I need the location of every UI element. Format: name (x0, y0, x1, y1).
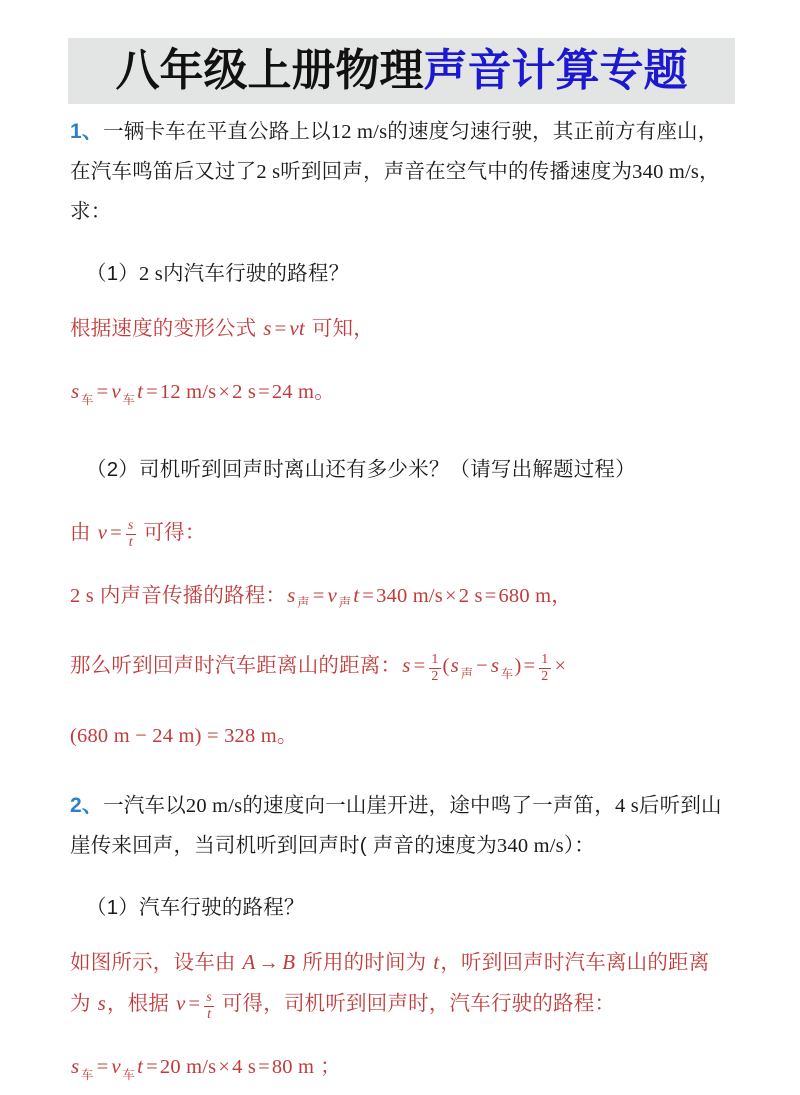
p2-eq-eq-2: = (146, 1055, 158, 1078)
problem-2-stem-a: 一汽车以 (103, 793, 186, 817)
p2-eq-value-2: 4 s (232, 1055, 257, 1078)
p2-symbol-t: t (433, 949, 440, 974)
p2-eq-s-sub: 车 (80, 1067, 94, 1082)
eq1-s: s (71, 379, 80, 403)
p2-eq-eq-3: = (258, 1055, 270, 1078)
line3-minus: − (476, 655, 488, 678)
line3-eq-1: = (413, 655, 426, 678)
p2-fraction-s-over-t (204, 991, 214, 1022)
p2-line1-b: 所用的时间为 (302, 950, 427, 974)
worksheet-content (70, 112, 738, 1095)
eq1-eq-2: = (146, 381, 158, 403)
line2-times: × (444, 584, 457, 607)
eq1-value-2: 2 s (232, 381, 257, 403)
problem-2-stem (70, 786, 738, 866)
fraction-denominator: t (128, 535, 133, 551)
answer-1-formula-vt: vt (289, 316, 305, 340)
problem-2-speed-value: 20 m/s (185, 794, 243, 817)
p2-line1-d: ，根据 (106, 991, 170, 1015)
fraction-numerator: s (127, 518, 134, 534)
fraction-numerator: s (206, 989, 212, 1005)
problem-2-stem-c: 后听到山崖传来回声，当司机听到回声时( 声音的速度为 (70, 793, 722, 857)
spacer (70, 1024, 738, 1046)
line2-s-sub: 声 (297, 596, 310, 611)
line2-value-2: 2 s (458, 584, 483, 607)
problem-1-stem-a: 一辆卡车在平直公路上以 (103, 120, 331, 143)
p2-symbol-v: v (176, 990, 186, 1015)
eq1-times: × (218, 381, 231, 403)
line3-s2: s (490, 653, 500, 678)
answer-2-v: v (97, 519, 108, 544)
line2-value-1: 340 m/s (376, 584, 443, 607)
problem-1-sound-speed-value: 340 m/s (632, 161, 700, 183)
fraction-denominator: 2 (541, 669, 549, 685)
eq1-v: v (111, 379, 121, 403)
p2-line1-e: 可得，司机听到回声时，汽车行驶的路程： (221, 991, 616, 1015)
line2-v: v (327, 582, 338, 607)
line2-result: 680 m (498, 584, 552, 607)
p2-eq-eq-1: = (96, 1055, 109, 1078)
p2-eq-v-sub: 车 (122, 1067, 136, 1082)
spacer (70, 928, 738, 942)
spacer (70, 420, 738, 450)
spacer (70, 694, 738, 716)
p2-line1-a: 如图所示，设车由 (70, 950, 236, 974)
line3-times: × (554, 655, 567, 678)
problem-2-number: 2、 (70, 793, 104, 817)
p2-eq: = (188, 992, 201, 1015)
problem-1-sub-2-label: （2） (86, 457, 140, 481)
p2-eq-times: × (218, 1055, 231, 1078)
problem-1-speed-value: 12 m/s (330, 121, 388, 143)
line3-close-paren: ) (514, 655, 522, 678)
problem-2-time-value: 4 s (614, 794, 639, 817)
line3-s1-sub: 声 (460, 666, 474, 681)
p2-point-a: A (242, 949, 256, 974)
fraction-denominator: t (207, 1006, 212, 1022)
problem-1-sub-1-time: 2 s (139, 263, 163, 285)
problem-2-answer-equation (70, 1046, 738, 1095)
p2-eq-v: v (111, 1053, 121, 1078)
line2-eq-3: = (484, 584, 497, 607)
eq1-s-sub: 车 (80, 392, 94, 407)
problem-1-sub-1-text: 内汽车行驶的路程？ (162, 262, 350, 285)
problem-1-answer-2-line-1 (70, 512, 738, 553)
line3-eq-2: = (523, 655, 536, 678)
problem-1-answer-2-line-3 (70, 645, 738, 694)
spacer (70, 349, 738, 371)
spacer (70, 553, 738, 575)
page-title-subject: 八年级上册物理 (115, 46, 424, 95)
p2-eq-value-1: 20 m/s (159, 1055, 217, 1078)
line2-eq-1: = (312, 584, 325, 607)
problem-1-stem (70, 112, 738, 232)
line3-open-paren: ( (442, 655, 450, 678)
line4-expression: (680 m − 24 m) = 328 m。 (70, 724, 298, 747)
answer-2-tail: 可得： (143, 520, 206, 544)
problem-1-answer-1-equation (70, 371, 738, 420)
p2-line1-c: ，听到回声时汽车离山的距离为 (70, 950, 710, 1015)
eq1-v-sub: 车 (122, 392, 136, 407)
line3-s2-sub: 车 (500, 666, 514, 681)
problem-1-sub-question-1 (70, 254, 738, 294)
line3-fraction-one-half-a (429, 653, 440, 684)
fraction-numerator: 1 (541, 652, 549, 668)
line2-t: t (353, 582, 360, 607)
page-title-topic: 声音计算专题 (423, 46, 688, 95)
problem-1-sub-2-text: 司机听到回声时离山还有多少米？（请写出解题过程） (139, 457, 636, 481)
problem-1-sub-question-2 (70, 450, 738, 490)
p2-eq-result: 80 m (271, 1055, 315, 1078)
line3-s1: s (450, 653, 459, 678)
spacer (70, 756, 738, 786)
page-title-band (68, 38, 735, 104)
line3-fraction-one-half-b (539, 653, 550, 684)
problem-2-stem-b: 的速度向一山崖开进，途中鸣了一声笛， (242, 793, 615, 817)
line2-v-sub: 声 (338, 596, 352, 611)
problem-1-stem-c: 听到回声，声音在空气中的传播速度为 (280, 160, 633, 183)
eq1-result: 24 m。 (271, 381, 335, 403)
answer-2-lead: 由 (70, 520, 91, 544)
problem-1-stem-b: 的速度匀速行驶，其正前方有座山，在汽车鸣笛后又过了 (70, 120, 719, 183)
problem-1-number: 1、 (70, 120, 104, 143)
line2-prefix-text: 内声音传播的路程： (99, 583, 287, 607)
fraction-denominator: 2 (431, 669, 439, 685)
spacer (70, 294, 738, 308)
problem-1-answer-2-line-4 (70, 716, 738, 756)
answer-2-eq: = (110, 521, 122, 544)
spacer (70, 866, 738, 888)
spacer (70, 490, 738, 512)
answer-1-lead-tail: 可知， (311, 317, 374, 340)
line2-eq-2: = (362, 584, 375, 607)
p2-eq-s: s (71, 1053, 80, 1078)
p2-eq-t: t (137, 1053, 144, 1078)
line2-comma: ， (551, 583, 572, 607)
problem-2-sub-1-label: （1） (86, 895, 140, 919)
p2-eq-semicolon: ； (320, 1054, 341, 1078)
answer-1-formula-s: s (263, 316, 272, 340)
problem-2-stem-d: ）： (563, 833, 595, 857)
problem-1-time-value: 2 s (256, 161, 281, 183)
spacer (70, 623, 738, 645)
problem-1-answer-2-line-2 (70, 575, 738, 624)
problem-2-sub-1-text: 汽车行驶的路程？ (139, 895, 305, 919)
eq1-eq-3: = (258, 381, 270, 403)
p2-symbol-s: s (97, 990, 106, 1015)
problem-1-stem-d: ，求： (70, 160, 720, 223)
problem-1-sub-1-label: （1） (86, 262, 140, 285)
fraction-numerator: 1 (431, 652, 439, 668)
line2-s: s (287, 582, 296, 607)
arrow-icon: → (258, 951, 280, 974)
answer-1-formula-eq: = (274, 318, 287, 340)
p2-point-b: B (282, 949, 296, 974)
problem-2-sound-speed-value: 340 m/s (496, 834, 564, 857)
page-title (115, 46, 688, 95)
problem-2-sub-question-1 (70, 888, 738, 928)
answer-2-fraction-s-over-t (126, 519, 136, 550)
answer-1-lead-text: 根据速度的变形公式 (70, 317, 257, 340)
line3-lead: 那么听到回声时汽车距离山的距离： (70, 654, 402, 678)
problem-1-answer-1-lead (70, 308, 738, 349)
spacer (70, 232, 738, 254)
problem-2-answer-line-1 (70, 942, 738, 1024)
eq1-eq-1: = (96, 381, 109, 403)
eq1-value-1: 12 m/s (159, 381, 217, 403)
line3-s: s (402, 653, 411, 678)
line2-prefix-time: 2 s (70, 584, 94, 607)
eq1-t: t (137, 379, 144, 403)
